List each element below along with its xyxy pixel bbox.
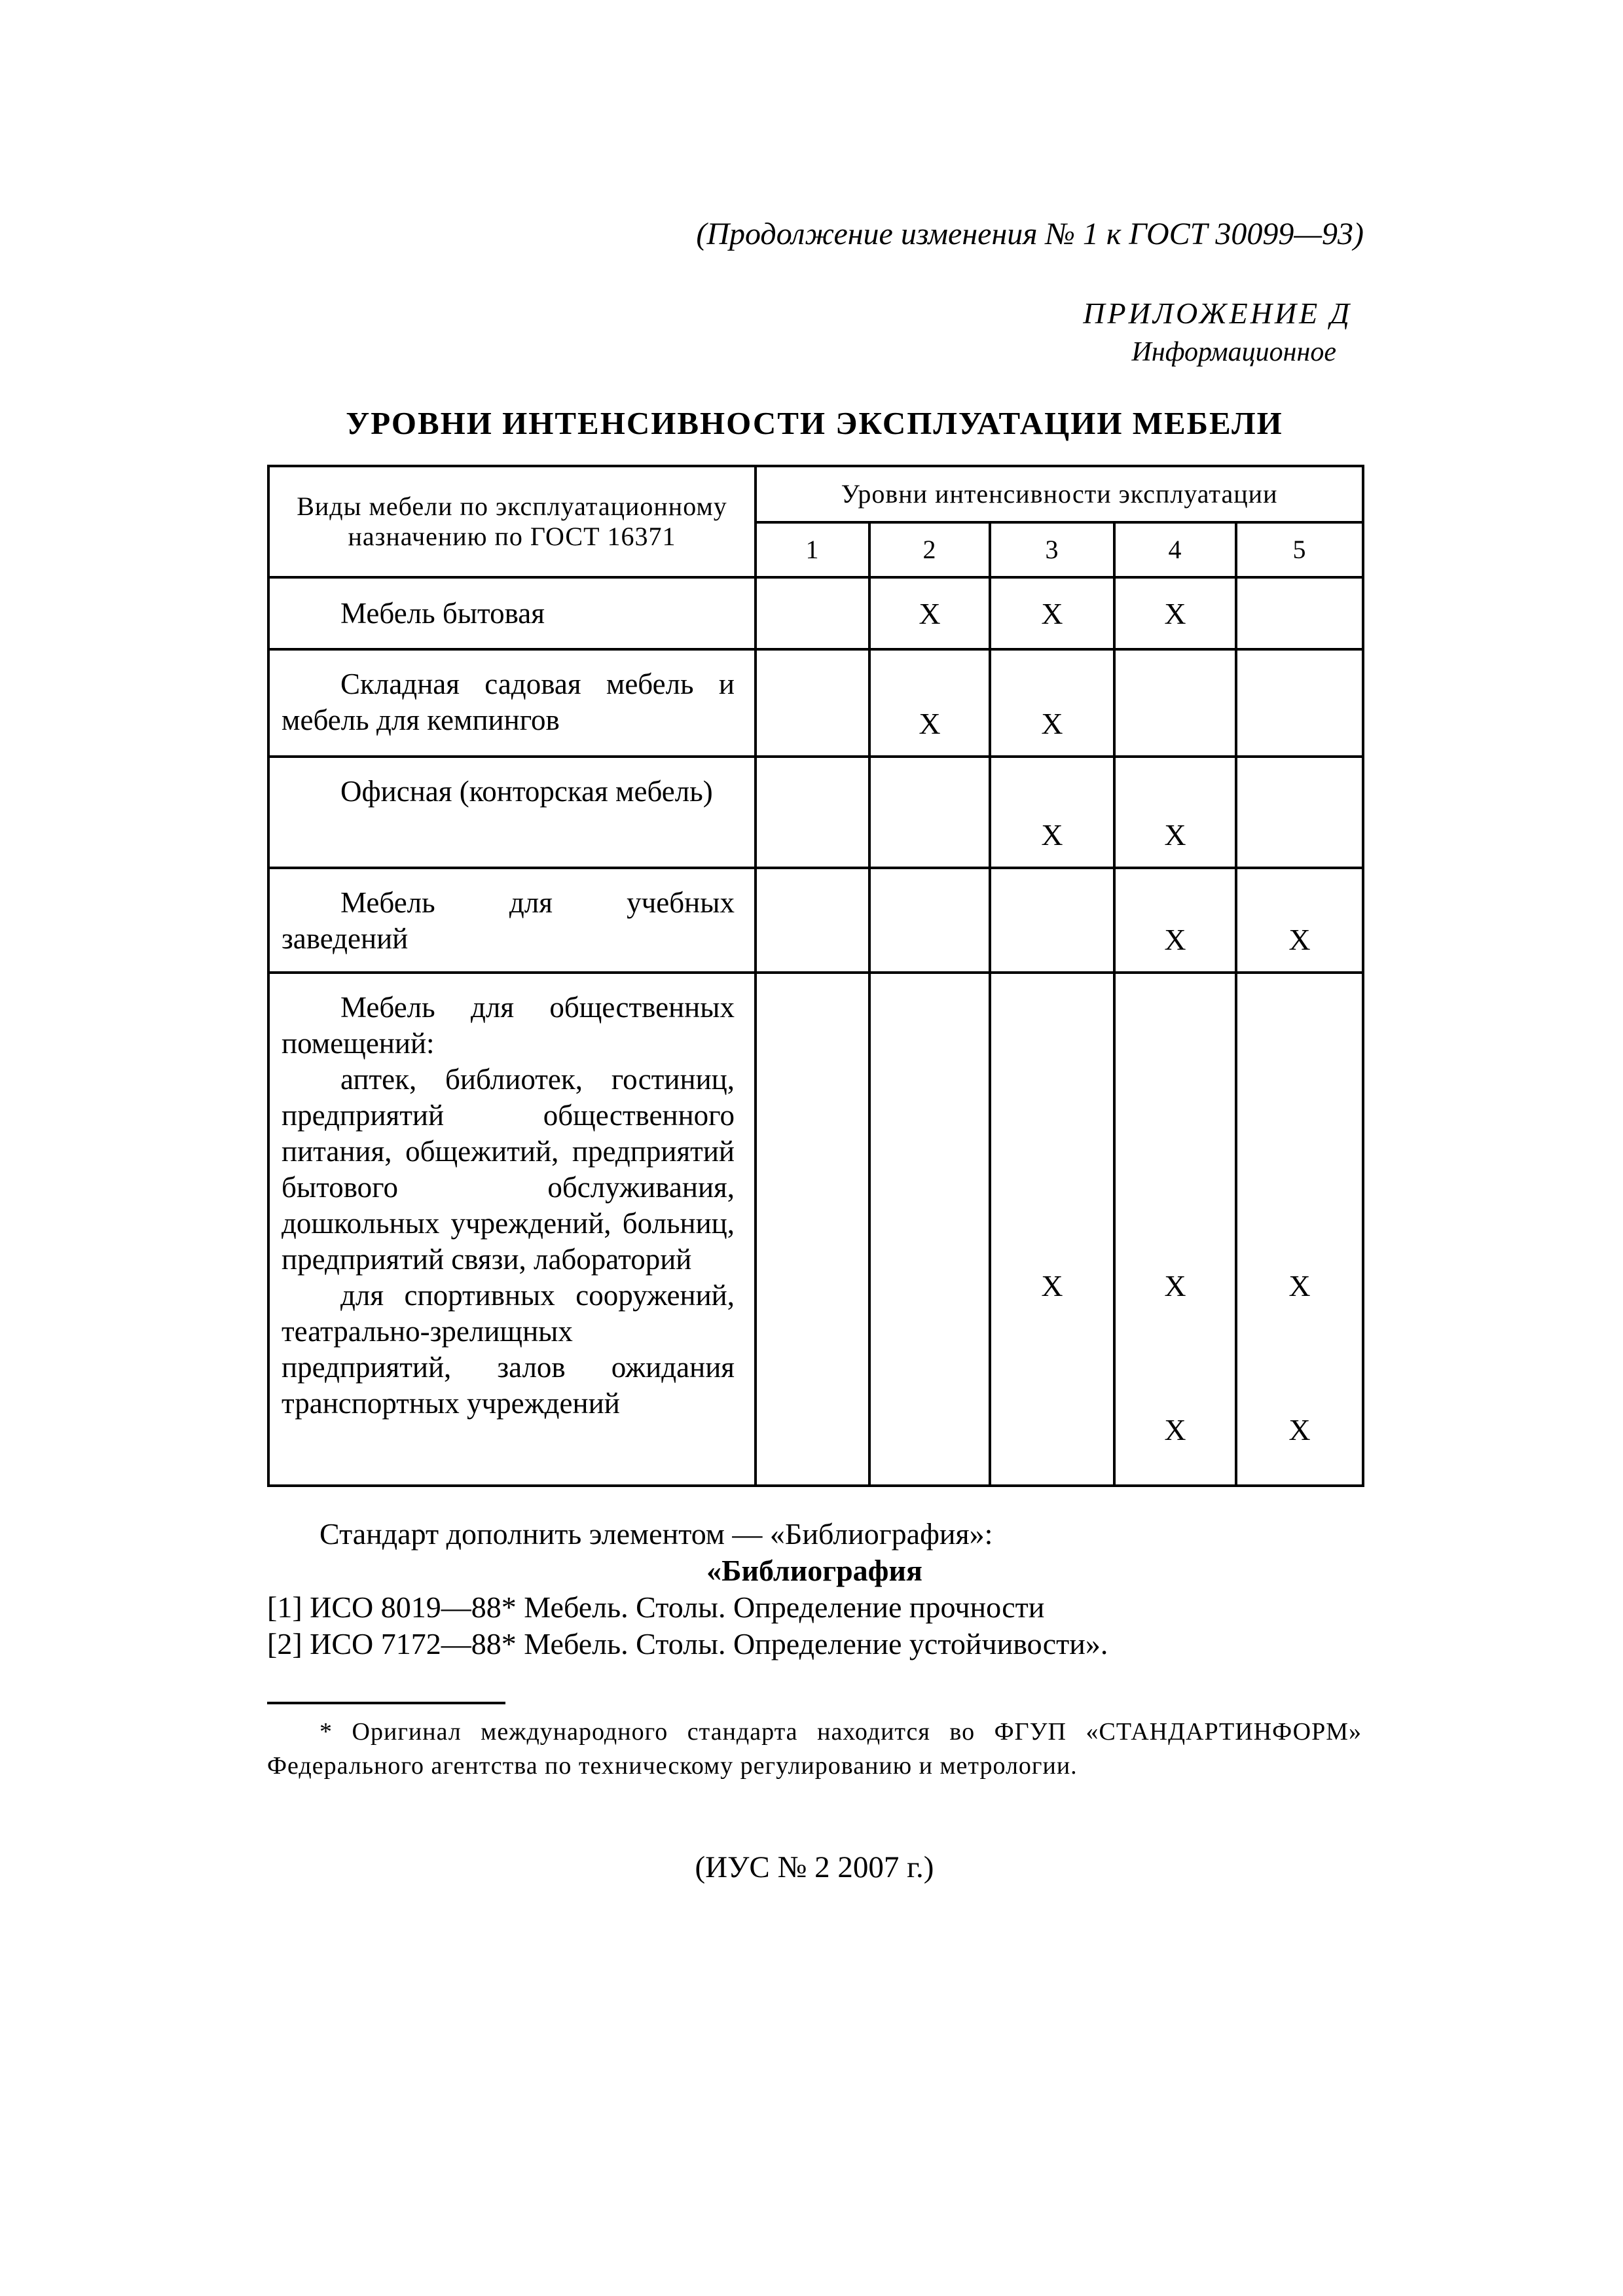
column-header-levels: Уровни интенсивности эксплуатации [756, 466, 1363, 522]
row-label: Офисная (конторская мебель) [340, 775, 713, 808]
bibliography-title: «Библиография [706, 1554, 922, 1587]
document-title: УРОВНИ ИНТЕНСИВНОСТИ ЭКСПЛУАТАЦИИ МЕБЕЛИ [346, 405, 1283, 441]
row-label: Мебель для общественных помещений: [282, 991, 735, 1060]
mark-cell [1236, 577, 1363, 649]
mark: X [1164, 1413, 1186, 1446]
level-header: 4 [1114, 522, 1236, 577]
row-label: Мебель для учебных заведений [282, 886, 735, 955]
bibliography-section [267, 1516, 1362, 1662]
appendix-title: ПРИЛОЖЕНИЕ Д [1083, 296, 1352, 330]
mark-cell [756, 649, 869, 757]
appendix-subtitle: Информационное [1131, 337, 1336, 367]
mark-cell: X [1114, 757, 1236, 868]
mark-cell: X [869, 649, 990, 757]
mark-cell [756, 757, 869, 868]
mark: X [1041, 1269, 1063, 1302]
mark-cell [869, 973, 990, 1486]
ius-reference: (ИУС № 2 2007 г.) [695, 1850, 934, 1884]
mark-cell: X [990, 577, 1114, 649]
mark-cell [756, 973, 869, 1486]
table-row [268, 649, 1363, 757]
mark-cell [869, 868, 990, 973]
amendment-text: Стандарт дополнить элементом — «Библиография»: [319, 1517, 993, 1551]
mark-cell [990, 973, 1114, 1486]
mark: X [1164, 1269, 1186, 1302]
mark-cell [1236, 973, 1363, 1486]
column-header-furniture-type: Виды мебели по эксплуатационному назначению по ГОСТ 16371 [268, 466, 756, 577]
level-header: 3 [990, 522, 1114, 577]
mark-cell: X [869, 577, 990, 649]
table-row [268, 868, 1363, 973]
mark-cell [990, 868, 1114, 973]
mark-cell [869, 757, 990, 868]
mark-cell [1236, 649, 1363, 757]
mark-cell [1114, 973, 1236, 1486]
footnote: * Оригинал международного стандарта находится во ФГУП «СТАНДАРТИНФОРМ» Федерального агентства по техническому регулированию и метрологии. [267, 1718, 1362, 1780]
mark-cell: X [1114, 868, 1236, 973]
table-row [268, 973, 1363, 1486]
mark-cell [1114, 649, 1236, 757]
level-header: 2 [869, 522, 990, 577]
mark-cell: X [990, 649, 1114, 757]
row-sublabel: для спортивных сооружений, театрально-зрелищных предприятий, залов ожидания транспортных учреждений [282, 1279, 735, 1420]
row-label: Мебель бытовая [340, 596, 545, 630]
mark-cell [756, 577, 869, 649]
bibliography-ref: [1] ИСО 8019—88* Мебель. Столы. Определение прочности [267, 1590, 1045, 1624]
bibliography-ref: [2] ИСО 7172—88* Мебель. Столы. Определение устойчивости». [267, 1627, 1108, 1660]
level-header: 1 [756, 522, 869, 577]
row-sublabel: аптек, библиотек, гостиниц, предприятий общественного питания, общежитий, предприятий бытового обслуживания, дошкольных учреждений, больниц, предприятий связи, лабораторий [282, 1063, 735, 1276]
mark-cell: X [1114, 577, 1236, 649]
table-row [268, 577, 1363, 649]
row-label: Складная садовая мебель и мебель для кемпингов [282, 668, 735, 736]
mark: X [1288, 1413, 1311, 1446]
mark-cell [756, 868, 869, 973]
mark: X [1288, 1269, 1311, 1302]
continuation-note: (Продолжение изменения № 1 к ГОСТ 30099—93) [696, 217, 1364, 251]
mark-cell [1236, 757, 1363, 868]
footnote-divider [267, 1702, 505, 1704]
intensity-table [267, 465, 1364, 1487]
mark-cell: X [1236, 868, 1363, 973]
mark-cell: X [990, 757, 1114, 868]
level-header: 5 [1236, 522, 1363, 577]
table-row [268, 757, 1363, 868]
